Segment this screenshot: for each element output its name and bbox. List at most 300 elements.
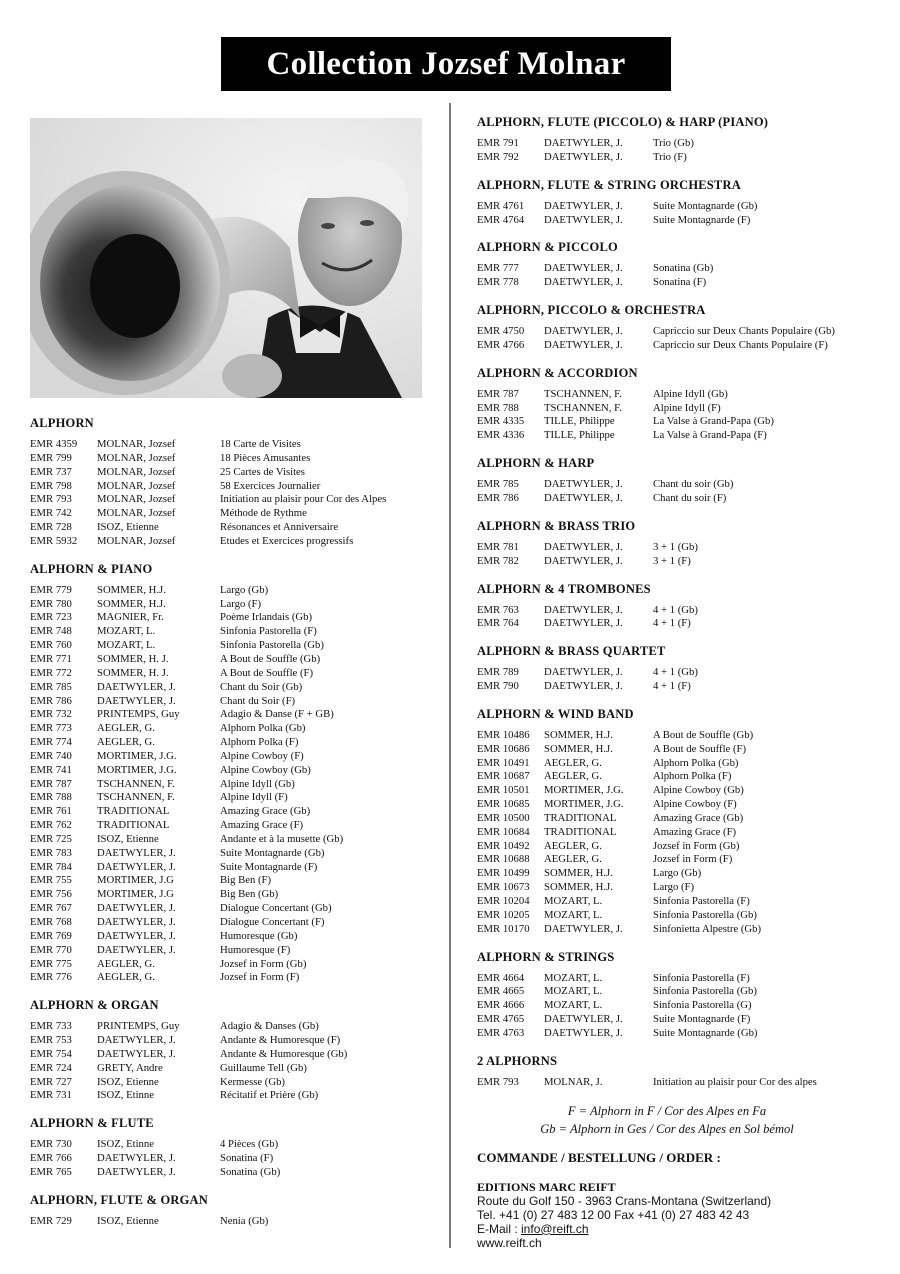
catalog-number: EMR 756 (30, 888, 72, 901)
catalog-number: EMR 10688 (477, 853, 530, 866)
work-title: 25 Cartes de Visites (220, 465, 305, 478)
composer: ISOZ, Etinne (97, 1089, 154, 1102)
catalog-row (30, 1020, 440, 1034)
catalog-number: EMR 10170 (477, 922, 530, 935)
catalog-row (30, 452, 440, 466)
work-title: A Bout de Souffle (F) (653, 742, 747, 755)
composer: TILLE, Philippe (544, 429, 615, 442)
work-title: Suite Montagnarde (F) (653, 213, 751, 226)
work-title: Amazing Grace (Gb) (220, 805, 311, 818)
catalog-row (30, 1152, 440, 1166)
catalog-number: EMR 765 (30, 1165, 72, 1178)
section-title: ALPHORN & BRASS QUARTET (477, 644, 666, 659)
composer: GRETY, Andre (97, 1061, 163, 1074)
composer: PRINTEMPS, Guy (97, 708, 180, 721)
work-title: Dialogue Concertant (F) (220, 916, 325, 928)
work-title: Récitatif et Prière (Gb) (220, 1089, 319, 1102)
composer: MORTIMER, J.G. (97, 749, 177, 762)
work-title: Chant du Soir (F) (220, 694, 296, 707)
catalog-row (477, 1076, 887, 1090)
catalog-row (477, 757, 887, 771)
catalog-row (477, 555, 887, 569)
catalog-row (477, 826, 887, 840)
catalog-number: EMR 4765 (477, 1013, 525, 1026)
catalog-number: EMR 725 (30, 832, 72, 845)
catalog-number: EMR 10204 (477, 895, 530, 907)
catalog-number: EMR 781 (477, 540, 519, 553)
catalog-number: EMR 5932 (30, 534, 78, 547)
work-title: Trio (Gb) (653, 137, 694, 149)
work-title: Largo (F) (220, 597, 262, 610)
composer: ISOZ, Etienne (97, 521, 159, 534)
work-title: Capriccio sur Deux Chants Populaire (Gb) (653, 325, 835, 338)
work-title: Sinfonia Pastorella (F) (653, 895, 750, 907)
portrait-photo (30, 118, 422, 398)
catalog-list (477, 972, 887, 1041)
catalog-number: EMR 727 (30, 1075, 72, 1088)
catalog-number: EMR 792 (477, 150, 519, 163)
catalog-row (477, 895, 887, 909)
catalog-row (477, 415, 887, 429)
composer: SOMMER, H.J. (544, 881, 613, 894)
composer: DAETWYLER, J. (544, 540, 623, 553)
composer: TSCHANNEN, F. (97, 791, 175, 804)
catalog-list (477, 200, 887, 228)
catalog-number: EMR 730 (30, 1138, 72, 1151)
work-title: 4 Pièces (Gb) (220, 1138, 279, 1151)
composer: DAETWYLER, J. (544, 325, 623, 338)
composer: AEGLER, G. (544, 839, 602, 852)
catalog-list (30, 1020, 440, 1103)
work-title: 4 + 1 (F) (653, 617, 691, 630)
work-title: Alphorn Polka (Gb) (220, 722, 306, 735)
catalog-list (477, 325, 887, 353)
composer: MOLNAR, Jozsef (97, 507, 176, 520)
catalog-row (30, 521, 440, 535)
catalog-number: EMR 10491 (477, 756, 530, 769)
composer: SOMMER, H. J. (97, 652, 169, 665)
composer: AEGLER, G. (97, 736, 155, 749)
composer: MORTIMER, J.G (97, 888, 174, 901)
catalog-row (477, 972, 887, 986)
composer: DAETWYLER, J. (544, 1013, 623, 1026)
catalog-row (477, 985, 887, 999)
catalog-row (477, 388, 887, 402)
composer: SOMMER, H.J. (544, 728, 613, 741)
catalog-row (30, 902, 440, 916)
catalog-row (477, 1013, 887, 1027)
catalog-row (30, 653, 440, 667)
work-title: Sonatina (F) (220, 1152, 274, 1165)
catalog-row (477, 680, 887, 694)
work-title: Suite Montagnarde (F) (653, 1013, 751, 1026)
catalog-number: EMR 10687 (477, 770, 530, 783)
catalog-row (477, 604, 887, 618)
catalog-number: EMR 772 (30, 666, 72, 679)
composer: SOMMER, H.J. (544, 867, 613, 880)
catalog-number: EMR 741 (30, 763, 72, 776)
catalog-number: EMR 768 (30, 916, 72, 928)
catalog-number: EMR 4666 (477, 999, 525, 1012)
catalog-row (477, 770, 887, 784)
composer: ISOZ, Etienne (97, 1075, 159, 1088)
catalog-list (477, 1076, 887, 1090)
work-title: Alpine Cowboy (Gb) (653, 784, 744, 797)
composer: TRADITIONAL (544, 825, 617, 838)
catalog-number: EMR 4359 (30, 438, 78, 450)
composer: DAETWYLER, J. (544, 338, 623, 351)
right-sections (477, 114, 887, 1090)
catalog-row (30, 493, 440, 507)
work-title: Sinfonia Pastorella (G) (653, 999, 752, 1012)
catalog-number: EMR 785 (477, 478, 519, 491)
composer: MORTIMER, J.G. (544, 784, 624, 797)
catalog-number: EMR 777 (477, 262, 519, 275)
work-title: Sinfonia Pastorella (Gb) (653, 908, 757, 921)
column-divider (449, 103, 451, 1248)
composer: MOZART, L. (544, 999, 603, 1012)
work-title: Alphorn Polka (Gb) (653, 756, 739, 769)
catalog-row (30, 861, 440, 875)
publisher-address: Route du Golf 150 - 3963 Crans-Montana (Switzerland) (477, 1193, 772, 1208)
work-title: A Bout de Souffle (Gb) (653, 728, 754, 741)
work-title: Méthode de Rythme (220, 507, 307, 520)
left-column (30, 415, 440, 1241)
catalog-number: EMR 724 (30, 1061, 72, 1074)
catalog-number: EMR 790 (477, 680, 519, 693)
catalog-number: EMR 793 (477, 1075, 519, 1088)
page-title: Collection Jozsef Molnar (221, 37, 671, 91)
catalog-number: EMR 755 (30, 874, 72, 887)
section-title: ALPHORN & WIND BAND (477, 706, 634, 721)
composer: AEGLER, G. (97, 971, 155, 984)
composer: ISOZ, Etienne (97, 1214, 159, 1227)
work-title: Capriccio sur Deux Chants Populaire (F) (653, 338, 828, 351)
catalog-row (477, 743, 887, 757)
work-title: Alpine Idyll (Gb) (653, 387, 728, 400)
catalog-number: EMR 10486 (477, 728, 530, 741)
work-title: Suite Montagnarde (F) (220, 860, 318, 873)
catalog-number: EMR 4764 (477, 213, 525, 226)
catalog-row (477, 262, 887, 276)
catalog-row (30, 1062, 440, 1076)
work-title: Humoresque (Gb) (220, 929, 298, 942)
work-title: Alpine Idyll (F) (653, 401, 721, 414)
catalog-row (30, 764, 440, 778)
order-title: COMMANDE / BESTELLUNG / ORDER : (477, 1149, 721, 1165)
work-title: Jozsef in Form (Gb) (653, 839, 740, 852)
work-title: Andante & Humoresque (Gb) (220, 1047, 348, 1060)
composer: MOLNAR, Jozsef (97, 534, 176, 547)
catalog-row (477, 429, 887, 443)
composer: DAETWYLER, J. (544, 276, 623, 289)
composer: DAETWYLER, J. (544, 478, 623, 491)
catalog-row (477, 541, 887, 555)
composer: DAETWYLER, J. (97, 929, 176, 942)
catalog-row (30, 1215, 440, 1229)
catalog-row (30, 736, 440, 750)
composer: TSCHANNEN, F. (544, 387, 622, 400)
catalog-row (30, 1138, 440, 1152)
catalog-row (30, 833, 440, 847)
catalog-row (30, 819, 440, 833)
composer: DAETWYLER, J. (544, 491, 623, 504)
catalog-row (477, 402, 887, 416)
catalog-row (30, 847, 440, 861)
catalog-row (30, 598, 440, 612)
catalog-number: EMR 4336 (477, 429, 525, 442)
catalog-number: EMR 785 (30, 680, 72, 693)
catalog-row (477, 909, 887, 923)
composer: AEGLER, G. (544, 853, 602, 866)
composer: DAETWYLER, J. (97, 902, 176, 915)
work-title: Alpine Cowboy (F) (220, 749, 304, 762)
catalog-list (477, 388, 887, 443)
email-label: E-Mail : (477, 1221, 522, 1236)
publisher-website[interactable]: www.reift.ch (477, 1235, 542, 1250)
catalog-number: EMR 762 (30, 819, 72, 832)
catalog-row (30, 584, 440, 598)
catalog-number: EMR 771 (30, 652, 72, 665)
section-title: ALPHORN & ACCORDION (477, 365, 638, 380)
catalog-row (477, 137, 887, 151)
composer: TRADITIONAL (544, 811, 617, 824)
composer: SOMMER, H.J. (97, 583, 166, 596)
work-title: Sonatina (Gb) (220, 1165, 281, 1178)
composer: MOLNAR, Jozsef (97, 493, 176, 506)
work-title: Chant du soir (F) (653, 491, 727, 504)
publisher-email-line (477, 1222, 887, 1236)
catalog-number: EMR 10685 (477, 798, 530, 811)
catalog-row (30, 750, 440, 764)
section-title: 2 ALPHORNS (477, 1053, 558, 1068)
catalog-number: EMR 774 (30, 736, 72, 749)
catalog-number: EMR 798 (30, 479, 72, 492)
composer: ISOZ, Etienne (97, 832, 159, 845)
catalog-number: EMR 748 (30, 625, 72, 638)
catalog-row (477, 200, 887, 214)
catalog-list (30, 584, 440, 985)
work-title: Dialogue Concertant (Gb) (220, 902, 332, 915)
catalog-list (477, 478, 887, 506)
catalog-row (477, 867, 887, 881)
section-title: ALPHORN, FLUTE & STRING ORCHESTRA (477, 177, 741, 192)
catalog-row (30, 466, 440, 480)
composer: TRADITIONAL (97, 819, 170, 832)
catalog-number: EMR 754 (30, 1047, 72, 1060)
catalog-number: EMR 787 (30, 777, 72, 790)
section-title: ALPHORN, FLUTE & ORGAN (30, 1192, 209, 1207)
catalog-number: EMR 769 (30, 929, 72, 942)
catalog-number: EMR 10684 (477, 825, 530, 838)
catalog-number: EMR 4763 (477, 1026, 525, 1039)
work-title: Suite Montagnarde (Gb) (220, 846, 325, 859)
alphorn-player-image (30, 118, 422, 398)
work-title: Amazing Grace (F) (653, 825, 737, 838)
work-title: Andante & Humoresque (F) (220, 1034, 341, 1047)
work-title: Jozsef in Form (F) (653, 853, 733, 866)
work-title: Amazing Grace (Gb) (653, 811, 744, 824)
catalog-row (30, 667, 440, 681)
composer: MOLNAR, J. (544, 1075, 603, 1088)
catalog-row (30, 944, 440, 958)
catalog-list (30, 1215, 440, 1229)
composer: MORTIMER, J.G. (544, 798, 624, 811)
publisher-name: EDITIONS MARC REIFT (477, 1179, 616, 1194)
composer: MOZART, L. (544, 895, 603, 907)
section-title: ALPHORN & STRINGS (477, 949, 615, 964)
work-title: Guillaume Tell (Gb) (220, 1061, 307, 1074)
catalog-number: EMR 766 (30, 1152, 72, 1165)
catalog-number: EMR 775 (30, 957, 72, 970)
work-title: Etudes et Exercices progressifs (220, 534, 354, 547)
composer: DAETWYLER, J. (97, 1152, 176, 1165)
catalog-number: EMR 789 (477, 666, 519, 679)
work-title: Andante et à la musette (Gb) (220, 832, 344, 845)
catalog-row (30, 480, 440, 494)
composer: MAGNIER, Fr. (97, 611, 164, 624)
work-title: Poème Irlandais (Gb) (220, 611, 313, 624)
catalog-row (30, 805, 440, 819)
catalog-row (477, 881, 887, 895)
catalog-row (477, 923, 887, 937)
composer: PRINTEMPS, Guy (97, 1020, 180, 1033)
catalog-row (30, 438, 440, 452)
work-title: Alphorn Polka (F) (220, 736, 299, 749)
composer: MOZART, L. (544, 971, 603, 984)
composer: DAETWYLER, J. (97, 846, 176, 859)
catalog-row (30, 916, 440, 930)
composer: DAETWYLER, J. (544, 1026, 623, 1039)
catalog-number: EMR 732 (30, 708, 72, 721)
work-title: La Valse à Grand-Papa (Gb) (653, 415, 774, 428)
work-title: Largo (Gb) (653, 867, 702, 880)
catalog-number: EMR 4665 (477, 985, 525, 998)
catalog-number: EMR 10205 (477, 908, 530, 921)
section-title: ALPHORN & FLUTE (30, 1116, 154, 1131)
work-title: Big Ben (F) (220, 874, 272, 887)
section-title: ALPHORN & HARP (477, 456, 595, 471)
catalog-number: EMR 753 (30, 1034, 72, 1047)
work-title: A Bout de Souffle (F) (220, 666, 314, 679)
catalog-row (477, 214, 887, 228)
catalog-row (477, 325, 887, 339)
composer: MOZART, L. (97, 625, 156, 638)
work-title: Chant du Soir (Gb) (220, 680, 303, 693)
work-title: Alpine Idyll (F) (220, 791, 288, 804)
catalog-row (30, 958, 440, 972)
catalog-number: EMR 10501 (477, 784, 530, 797)
work-title: Suite Montagnarde (Gb) (653, 1026, 758, 1039)
work-title: Jozsef in Form (F) (220, 971, 300, 984)
catalog-row (30, 611, 440, 625)
composer: DAETWYLER, J. (97, 1047, 176, 1060)
work-title: 18 Pièces Amusantes (220, 451, 311, 464)
catalog-number: EMR 788 (477, 401, 519, 414)
catalog-number: EMR 10492 (477, 839, 530, 852)
work-title: Sinfonia Pastorella (Gb) (653, 985, 757, 998)
catalog-number: EMR 761 (30, 805, 72, 818)
catalog-row (477, 853, 887, 867)
catalog-row (477, 617, 887, 631)
work-title: Adagio & Danse (F + GB) (220, 708, 334, 721)
catalog-number: EMR 4335 (477, 415, 525, 428)
catalog-number: EMR 793 (30, 493, 72, 506)
composer: AEGLER, G. (97, 722, 155, 735)
work-title: Sinfonia Pastorella (Gb) (220, 639, 324, 652)
catalog-row (30, 888, 440, 902)
work-title: Sinfonia Pastorella (F) (653, 971, 750, 984)
composer: SOMMER, H.J. (97, 597, 166, 610)
catalog-number: EMR 791 (477, 137, 519, 149)
work-title: 4 + 1 (Gb) (653, 603, 698, 616)
catalog-row (477, 812, 887, 826)
work-title: 18 Carte de Visites (220, 438, 301, 450)
catalog-row (477, 840, 887, 854)
legend (477, 1102, 857, 1138)
work-title: Alpine Cowboy (Gb) (220, 763, 311, 776)
catalog-number: EMR 728 (30, 521, 72, 534)
work-title: Kermesse (Gb) (220, 1075, 285, 1088)
work-title: Jozsef in Form (Gb) (220, 957, 307, 970)
catalog-row (30, 1089, 440, 1103)
catalog-row (477, 478, 887, 492)
composer: DAETWYLER, J. (97, 916, 176, 928)
catalog-number: EMR 10500 (477, 811, 530, 824)
work-title: Amazing Grace (F) (220, 819, 304, 832)
composer: DAETWYLER, J. (544, 213, 623, 226)
composer: AEGLER, G. (97, 957, 155, 970)
catalog-row (30, 625, 440, 639)
composer: DAETWYLER, J. (544, 137, 623, 149)
catalog-number: EMR 770 (30, 943, 72, 956)
catalog-row (477, 339, 887, 353)
catalog-number: EMR 799 (30, 451, 72, 464)
work-title: Nenia (Gb) (220, 1214, 269, 1227)
work-title: Initiation au plaisir pour Cor des Alpes (220, 493, 387, 506)
composer: DAETWYLER, J. (544, 617, 623, 630)
section-title: ALPHORN, PICCOLO & ORCHESTRA (477, 303, 706, 318)
catalog-number: EMR 4750 (477, 325, 525, 338)
work-title: Sonatina (Gb) (653, 262, 714, 275)
work-title: Big Ben (Gb) (220, 888, 279, 901)
composer: DAETWYLER, J. (544, 554, 623, 567)
work-title: Initiation au plaisir pour Cor des alpes (653, 1075, 817, 1088)
catalog-row (30, 695, 440, 709)
catalog-row (477, 151, 887, 165)
catalog-row (30, 507, 440, 521)
email-link[interactable]: info@reift.ch (521, 1221, 589, 1236)
legend-f: F = Alphorn in F / Cor des Alpes en Fa (567, 1103, 767, 1118)
catalog-row (477, 492, 887, 506)
work-title: 3 + 1 (F) (653, 554, 691, 567)
catalog-row (30, 722, 440, 736)
composer: AEGLER, G. (544, 770, 602, 783)
composer: MOZART, L. (544, 908, 603, 921)
composer: TSCHANNEN, F. (544, 401, 622, 414)
work-title: Humoresque (F) (220, 943, 291, 956)
work-title: Largo (F) (653, 881, 695, 894)
catalog-row (477, 666, 887, 680)
section-title: ALPHORN & PICCOLO (477, 240, 618, 255)
catalog-row (30, 971, 440, 985)
composer: DAETWYLER, J. (544, 603, 623, 616)
composer: SOMMER, H.J. (544, 742, 613, 755)
section-title: ALPHORN & ORGAN (30, 998, 159, 1013)
composer: DAETWYLER, J. (97, 694, 176, 707)
work-title: Chant du soir (Gb) (653, 478, 734, 491)
catalog-number: EMR 778 (477, 276, 519, 289)
